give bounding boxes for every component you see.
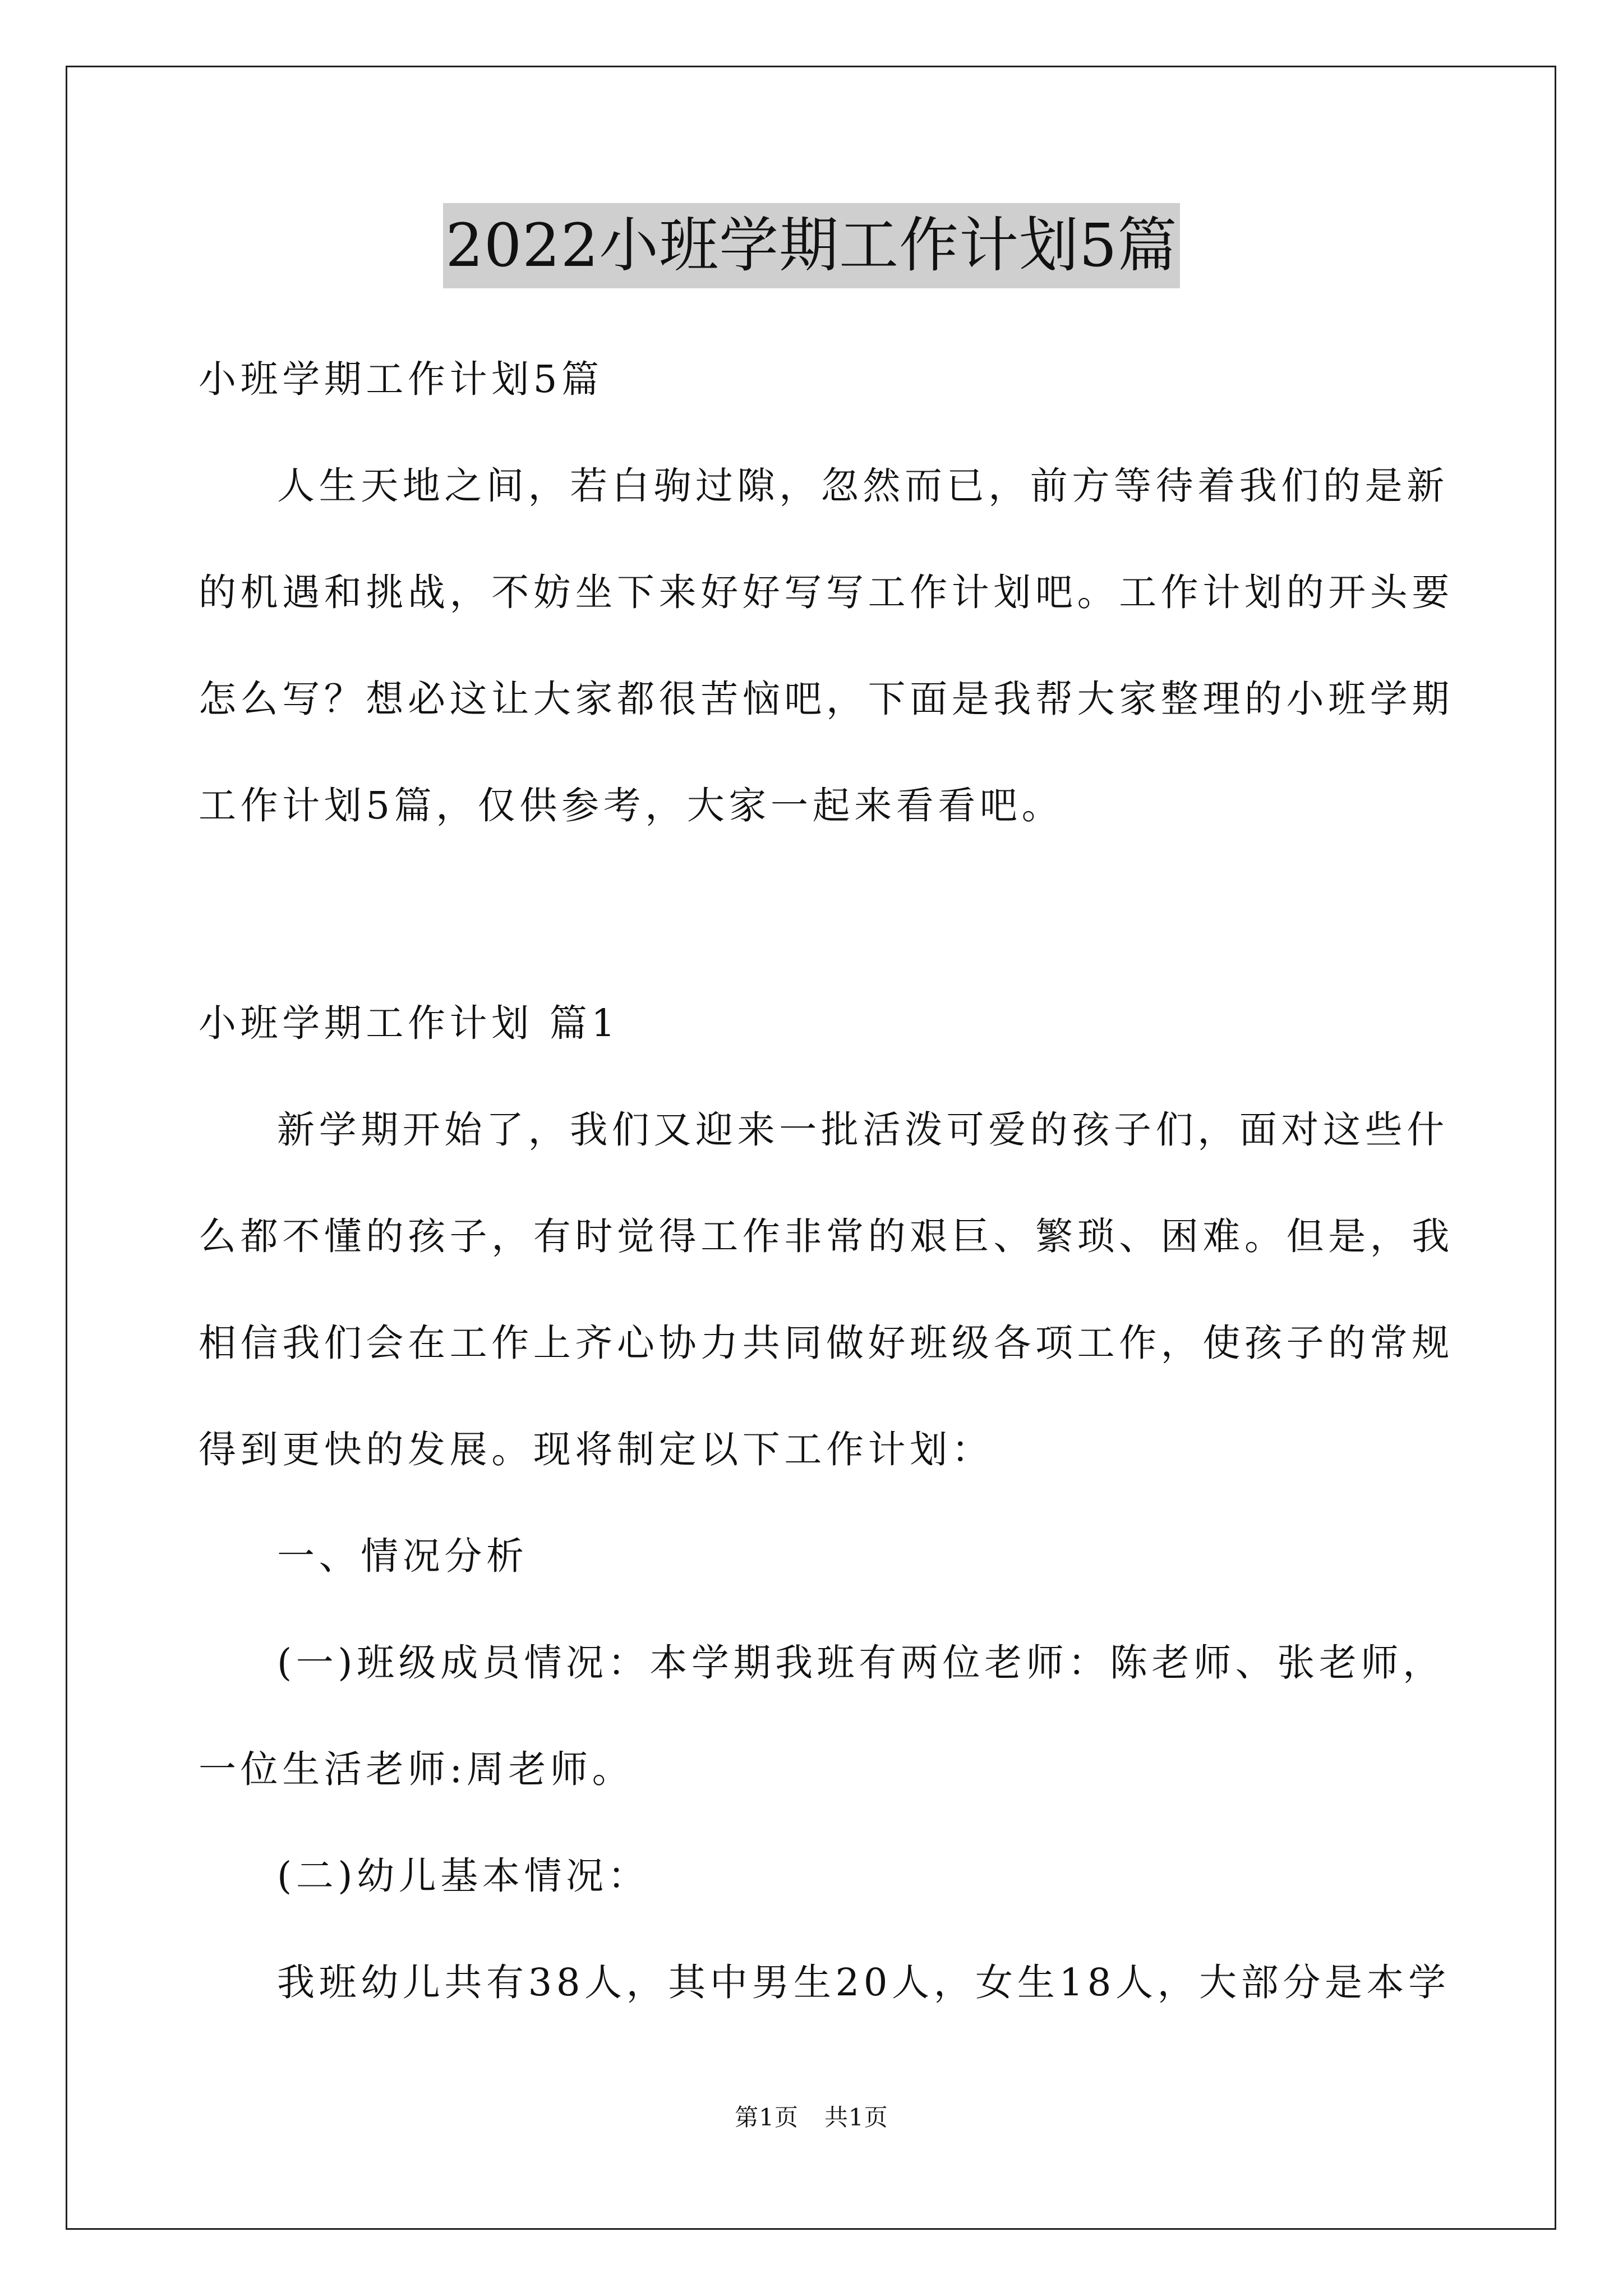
title-container [0, 203, 1623, 288]
subtitle-line: 小班学期工作计划5篇 [199, 357, 603, 401]
paragraph-line: 工作计划5篇，仅供参考，大家一起来看看吧。 [199, 784, 1064, 827]
paragraph-line: 得到更快的发展。现将制定以下工作计划： [199, 1428, 994, 1471]
paragraph-line: (一)班级成员情况：本学期我班有两位老师：陈老师、张老师， [277, 1641, 1445, 1685]
paragraph-line: 新学期开始了，我们又迎来一批活泼可爱的孩子们，面对这些什 [277, 1108, 1449, 1152]
document-title: 2022小班学期工作计划5篇 [443, 203, 1179, 288]
page-footer [0, 2102, 1623, 2133]
paragraph-line: 一位生活老师:周老师。 [199, 1747, 634, 1791]
paragraph-line: 么都不懂的孩子，有时觉得工作非常的艰巨、繁琐、困难。但是，我 [199, 1214, 1454, 1258]
subheading-line: 一、情况分析 [277, 1534, 528, 1578]
page-number: 第1页 [735, 2104, 799, 2131]
page-total: 共1页 [824, 2104, 888, 2131]
paragraph-line: 相信我们会在工作上齐心协力共同做好班级各项工作，使孩子的常规 [199, 1321, 1454, 1365]
paragraph-line: 的机遇和挑战，不妨坐下来好好写写工作计划吧。工作计划的开头要 [199, 570, 1454, 614]
paragraph-line: 人生天地之间，若白驹过隙，忽然而已，前方等待着我们的是新 [277, 464, 1449, 508]
section-heading: 小班学期工作计划 篇1 [199, 1001, 620, 1045]
paragraph-line: 我班幼儿共有38人，其中男生20人，女生18人，大部分是本学 [277, 1961, 1450, 2004]
subheading-line: (二)幼儿基本情况： [277, 1854, 650, 1898]
paragraph-line: 怎么写？想必这让大家都很苦恼吧，下面是我帮大家整理的小班学期 [199, 677, 1454, 721]
